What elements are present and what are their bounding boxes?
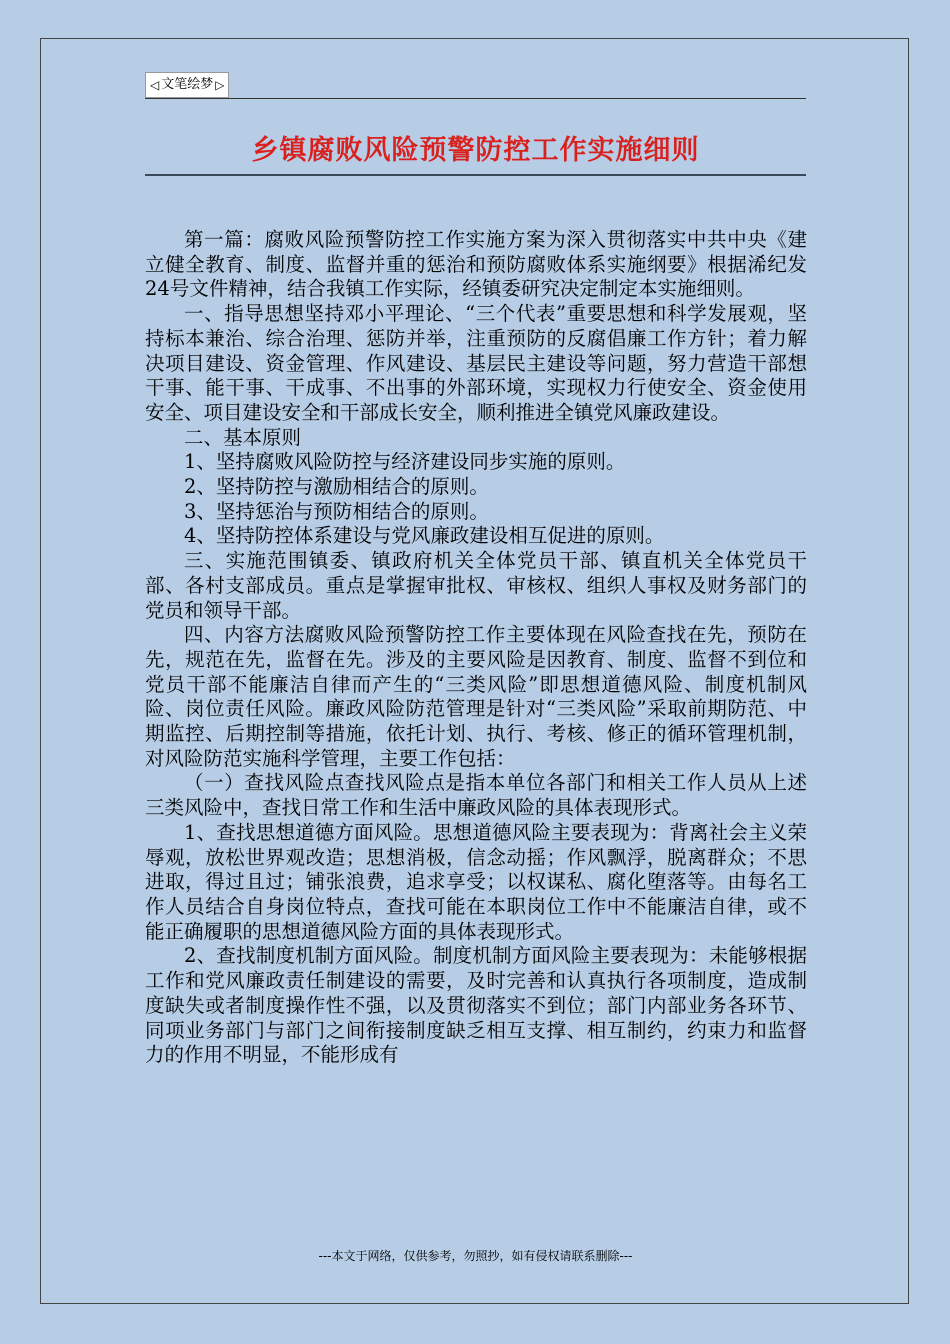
document-body — [145, 228, 807, 1068]
logo-text: 文笔绘梦 — [161, 77, 214, 92]
header-logo — [145, 72, 229, 98]
paragraph: 2、坚持防控与激励相结合的原则。 — [184, 475, 489, 499]
paragraph: 4、坚持防控体系建设与党风廉政建设相互促进的原则。 — [184, 524, 665, 548]
paragraph: 2、查找制度机制方面风险。制度机制方面风险主要表现为：未能够根据工作和党风廉政责任制建设的需要，及时完善和认真执行各项制度，造成制度缺失或者制度操作性不强，以及贯彻落实不到位；部门内部业务各环节、同项业务部门与部门之间衔接制度缺乏相互支撑、相互制约，约束力和监督力的作用不明显，不能形成有 — [145, 944, 807, 1067]
document-title: 乡镇腐败风险预警防控工作实施细则 — [251, 135, 700, 166]
paragraph: （一）查找风险点查找风险点是指本单位各部门和相关工作人员从上述三类风险中，查找日常工作和生活中廉政风险的具体表现形式。 — [145, 771, 807, 820]
paragraph: 一、指导思想坚持邓小平理论、“三个代表”重要思想和科学发展观，坚持标本兼治、综合治理、惩防并举，注重预防的反腐倡廉工作方针；着力解决项目建设、资金管理、作风建设、基层民主建设等问题，努力营造干部想干事、能干事、干成事、不出事的外部环境，实现权力行使安全、资金使用安全、项目建设安全和干部成长安全，顺利推进全镇党风廉政建设。 — [145, 302, 807, 424]
footer-disclaimer: ---本文于网络，仅供参考，勿照抄，如有侵权请联系删除--- — [318, 1249, 633, 1263]
paragraph: 第一篇：腐败风险预警防控工作实施方案为深入贯彻落实中共中央《建立健全教育、制度、监督并重的惩治和预防腐败体系实施纲要》根据浠纪发24号文件精神，结合我镇工作实际，经镇委研究决定制定本实施细则。 — [145, 228, 807, 301]
paragraph: 1、坚持腐败风险防控与经济建设同步实施的原则。 — [184, 450, 626, 474]
paragraph: 二、基本原则 — [184, 425, 302, 449]
paragraph: 1、查找思想道德方面风险。思想道德风险主要表现为：背离社会主义荣辱观，放松世界观改造；思想消极，信念动摇；作风飘浮，脱离群众；不思进取，得过且过；铺张浪费，追求享受；以权谋私、腐化堕落等。由每名工作人员结合自身岗位特点，查找可能在本职岗位工作中不能廉洁自律，或不能正确履职的思想道德风险方面的具体表现形式。 — [145, 820, 807, 943]
paragraph: 三、实施范围镇委、镇政府机关全体党员干部、镇直机关全体党员干部、各村支部成员。重点是掌握审批权、审核权、组织人事权及财务部门的党员和领导干部。 — [145, 549, 807, 622]
paragraph: 四、内容方法腐败风险预警防控工作主要体现在风险查找在先，预防在先，规范在先，监督在先。涉及的主要风险是因教育、制度、监督不到位和党员干部不能廉洁自律而产生的“三类风险”即思想道德风险、制度机制风险、岗位责任风险。廉政风险防范管理是针对“三类风险”采取前期防范、中期监控、后期控制等措施，依托计划、执行、考核、修正的循环管理机制，对风险防范实施科学管理，主要工作包括： — [145, 623, 807, 770]
header-divider — [145, 98, 806, 99]
triangle-right-icon: ▷ — [215, 78, 225, 92]
paragraph: 3、坚持惩治与预防相结合的原则。 — [184, 499, 489, 523]
triangle-left-icon: ◁ — [150, 78, 160, 92]
title-divider — [145, 174, 806, 176]
